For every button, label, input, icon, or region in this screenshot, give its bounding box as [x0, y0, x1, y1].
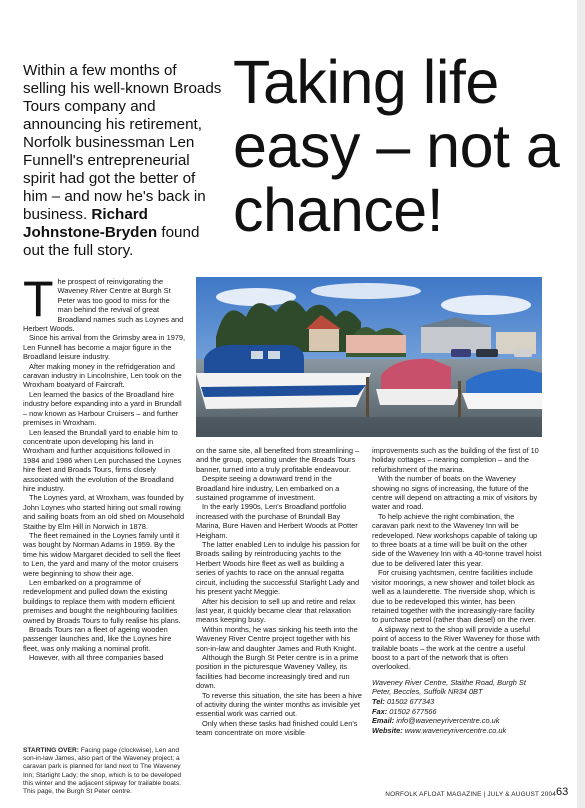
fax-value: 01502 677566: [389, 706, 437, 716]
photo-caption: [23, 747, 188, 796]
body-paragraph: Only when these tasks had finished could Len's team concentrate on more visible: [196, 718, 358, 738]
contact-tel: [372, 697, 542, 707]
standfirst-outro: found out the full story.: [23, 224, 200, 259]
body-column-1: [23, 271, 186, 663]
standfirst: [23, 62, 223, 260]
body-paragraph: Len leased the Brundall yard to enable him to concentrate upon developing his land in Wroxham and further acquisitions followed in 1984 and 1986 when Len purchased the Loynes hire fleet and Broads Tours, firms closely associated with the evolution of the Broadland hire industry.: [23, 427, 182, 493]
body-paragraph: After his decision to sell up and retire and relax last year, it quickly became clear that relaxation means keeping busy.: [196, 596, 356, 625]
body-paragraph: The latter enabled Len to indulge his passion for Broads sailing by reintroducing yachts to the Herbert Woods hire fleet as well as building a series of yachts to race on the annual regatta circuit, including the successful Starlight Lady and his present yacht Meggie.: [196, 540, 360, 597]
website-link[interactable]: www.waveneyrivercentre.co.uk: [404, 725, 507, 735]
caption-label: STARTING OVER:: [23, 747, 79, 754]
tel-value: 01502 677343: [386, 696, 435, 706]
footer-text: NORFOLK AFLOAT MAGAZINE | JULY & AUGUST 2004: [385, 791, 556, 798]
body-paragraph: The Loynes yard, at Wroxham, was founded by John Loynes who started hiring out small rowing and sailing boats from an old shed on Mousehold Staithe by Elm Hill in Norwich in 1878.: [23, 493, 185, 531]
body-paragraph: improvements such as the building of the first of 10 holiday cottages – nearing completion – and the refurbishment of the marina.: [372, 446, 539, 474]
body-paragraph: A slipway next to the shop will provide a useful point of access to the River Waveney for those with trailable boats – the work at the centre a useful boost to a part of the network that is often overlooked.: [372, 624, 540, 672]
body-paragraph: For cruising yachtsmen, centre facilities include visitor moorings, a new shower and toilet block as well as a launderette. The riverside shop, which is due to be redeveloped this winter, has been retained together with the increasingly-rare facility to purchase petrol (rather than diesel) on the river.: [372, 568, 536, 625]
body-paragraph: The fleet remained in the Loynes family until it was bought by Norman Adams in 1959. By the time his widow Margaret decided to sell the fleet to Len, the yard and many of the motor cruisers were beginning to show their age.: [23, 530, 181, 578]
body-paragraph: After making money in the refridgeration and caravan industry in Lincolnshire, Len took on the Wroxham boatyard of Faircraft.: [23, 361, 182, 390]
contact-fax: [372, 707, 542, 717]
marina-photo: [196, 277, 542, 437]
body-paragraph: However, with all three companies based: [29, 653, 164, 663]
contact-website: [372, 726, 542, 736]
contact-email: [372, 716, 542, 726]
body-paragraph: Len embarked on a programme of redevelopment and pulled down the existing buildings to replace them with modern efficient premises and bought the neighbouring facilities owned by Broads Tours to fully realise his plans.: [23, 578, 181, 625]
website-label: Website:: [372, 725, 403, 735]
contact-address: Waveney River Centre, Staithe Road, Burgh St Peter, Beccles, Suffolk NR34 0BT: [372, 677, 526, 697]
tel-label: Tel:: [372, 696, 385, 706]
fax-label: Fax:: [372, 706, 388, 716]
body-paragraph: To help achieve the right combination, the caravan park next to the Waveney Inn will be redeveloped. New workshops capable of taking up to three boats at a time will be built on the other side of the Waveney Inn with a 40-tonne travel hoist due to be delivered later this year.: [372, 511, 542, 568]
body-paragraph: Within months, he was sinking his teeth into the Waveney River Centre project together with his son-in-law and daughter James and Ruth Knight.: [196, 624, 358, 653]
body-column-3: [372, 446, 542, 735]
author-name: Richard Johnstone-Bryden: [23, 206, 158, 241]
body-paragraph: In the early 1990s, Len's Broadland portfolio increased with the purchase of Brundall Bay Marina, Bure Haven and Herbert Woods at Potter Heigham.: [196, 502, 358, 540]
email-link[interactable]: info@waveneyrivercentre.co.uk: [396, 716, 500, 726]
email-label: Email:: [372, 716, 395, 726]
body-column-2: [196, 446, 362, 738]
body-paragraph: With the number of boats on the Waveney showing no signs of increasing, the future of the centre will depend on attracting a mix of visitors by water and road.: [372, 474, 538, 512]
body-paragraph: Len learned the basics of the Broadland hire industry before expanding into a yard in Brundall – now known as Harbour Cruisers – and further premises in Wroxham.: [23, 389, 182, 428]
body-paragraph: Although the Burgh St Peter centre is in a prime position in the picturesque Waveney Valley, its facilities had become increasingly tired and run down.: [196, 652, 359, 691]
page-number: 63: [556, 786, 569, 798]
body-paragraph: he prospect of reinvigorating the Waveney River Centre at Burgh St Peter was too good to miss for the man behind the revival of great Broadland names such as Loynes and Herbert Woods.: [23, 277, 184, 334]
drop-cap: T: [23, 271, 54, 327]
headline: Taking life easy – not a chance!: [233, 48, 560, 244]
caption-text: Facing page (clockwise), Len and son-in-law James, also part of the Waveney project; a caravan park is planned for land next to The Waveney Inn; Starlight Lady; the shop, which is to be developed this winter and the adjacent slipway for trailable boats. This page, the Burgh St Peter centre.: [23, 747, 181, 796]
contact-details: [372, 678, 542, 736]
page-edge: [577, 0, 585, 808]
body-paragraph: To reverse this situation, the site has been a hive of activity during the winter months as invisible yet essential work was carried out.: [196, 690, 362, 719]
body-paragraph: Broads Tours ran a fleet of ageing wooden passenger launches and, like the Loynes hire fleet, was only making a nominal profit.: [23, 625, 172, 653]
body-paragraph: Since his arrival from the Grimsby area in 1979, Len Funnell has become a major figure in the Broadland leisure industry.: [23, 333, 186, 362]
body-paragraph: Despite seeing a downward trend in the Broadland hire industry, Len embarked on a sustained programme of investment.: [196, 474, 340, 503]
standfirst-intro: Within a few months of selling his well-known Broads Tours company and announcing his retirement, Norfolk businessman Len Funnell's entrepreneurial spirit had got the better of him – and now he's back in business.: [23, 62, 222, 223]
body-paragraph: on the same site, all benefited from streamlining – and the group, operating under the Broads Tours banner, turned into a truly profitable endeavour.: [196, 446, 360, 474]
